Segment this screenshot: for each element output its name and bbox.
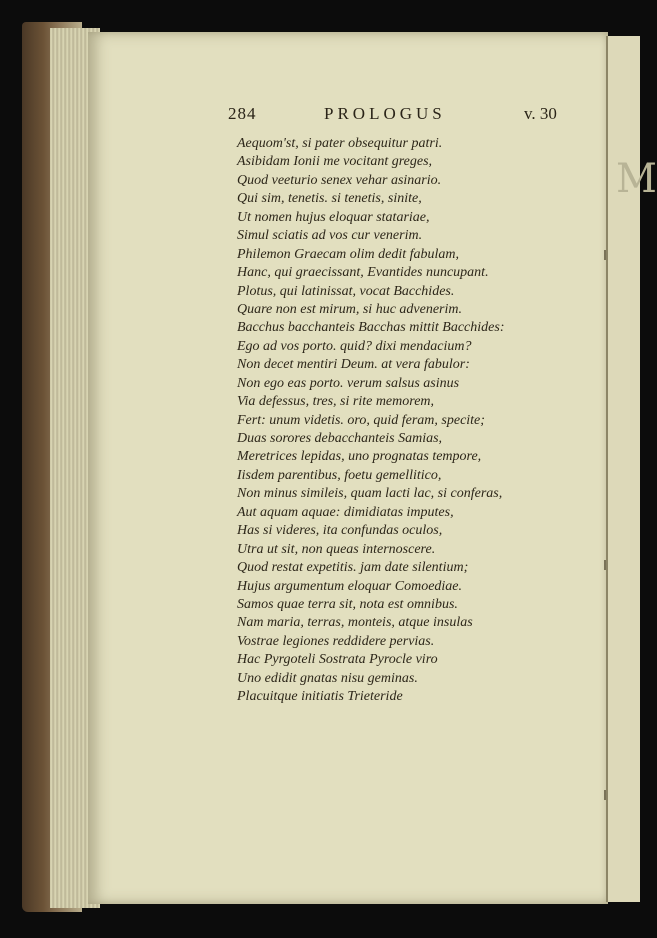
- verse-line: Quod veeturio senex vehar asinario.: [237, 172, 442, 188]
- verse-line: Plotus, qui latinissat, vocat Bacchides.: [237, 283, 455, 299]
- margin-tick: [604, 790, 606, 800]
- verse-line: Samos quae terra sit, nota est omnibus.: [237, 596, 458, 612]
- verse-line: Qui sim, tenetis. si tenetis, sinite,: [237, 191, 422, 207]
- page-header: [228, 104, 568, 130]
- verse-line: Non minus simileis, quam lacti lac, si conferas,: [237, 486, 503, 502]
- verse-line: Ut nomen hujus eloquar statariae,: [237, 209, 430, 225]
- verse-line: Via defessus, tres, si rite memorem,: [237, 394, 435, 410]
- verse-line: Philemon Graecam olim dedit fabulam,: [237, 246, 460, 262]
- facing-page-edge: [606, 36, 657, 902]
- verse-line: Iisdem parentibus, foetu gemellitico,: [237, 467, 442, 483]
- facing-page-letter: M: [616, 156, 657, 202]
- verse-line: Hac Pyrgoteli Sostrata Pyrocle viro: [237, 652, 438, 668]
- verse-line: Nam maria, terras, monteis, atque insulas: [237, 615, 473, 631]
- verse-line: Fert: unum videtis. oro, quid feram, specite;: [237, 412, 485, 428]
- verse-line: Quare non est mirum, si huc advenerim.: [237, 301, 463, 317]
- verse-line: Asibidam Ionii me vocitant greges,: [237, 154, 433, 170]
- verse-line: Duas sorores debacchanteis Samias,: [237, 431, 443, 446]
- margin-tick: [604, 250, 606, 260]
- verse-reference: v. 30: [524, 104, 557, 123]
- verse-line: Aut aquam aquae: dimidiatas imputes,: [237, 504, 454, 520]
- verse-line: Vostrae legiones reddidere pervias.: [237, 633, 435, 649]
- page-number: 284: [228, 104, 257, 123]
- running-title: PROLOGUS: [324, 104, 446, 123]
- verse-line: Has si videres, ita confundas oculos,: [237, 523, 443, 539]
- verse-line: Hujus argumentum eloquar Comoediae.: [237, 578, 463, 594]
- verse-line: Quod restat expetitis. jam date silentium;: [237, 560, 469, 576]
- verse-line: Meretrices lepidas, uno prognatas tempore,: [237, 449, 482, 465]
- verse-line: Utra ut sit, non queas internoscere.: [237, 541, 436, 557]
- verse-line: Simul sciatis ad vos cur venerim.: [237, 228, 423, 244]
- margin-tick: [604, 560, 606, 570]
- verse-line: Bacchus bacchanteis Bacchas mittit Bacchides:: [237, 320, 505, 336]
- verse-line: Non decet mentiri Deum. at vera fabulor:: [237, 357, 470, 373]
- verse-line: Placuitque initiatis Trieteride: [237, 689, 403, 705]
- verse-line: Non ego eas porto. verum salsus asinus: [237, 375, 460, 391]
- verse-line: Aequom'st, si pater obsequitur patri.: [237, 136, 443, 151]
- verse-line: Uno edidit gnatas nisu geminas.: [237, 670, 418, 686]
- verse-line: Hanc, qui graecissant, Evantides nuncupant.: [237, 265, 489, 281]
- verse-line: Ego ad vos porto. quid? dixi mendacium?: [237, 338, 472, 354]
- verse-text-block: [237, 135, 567, 707]
